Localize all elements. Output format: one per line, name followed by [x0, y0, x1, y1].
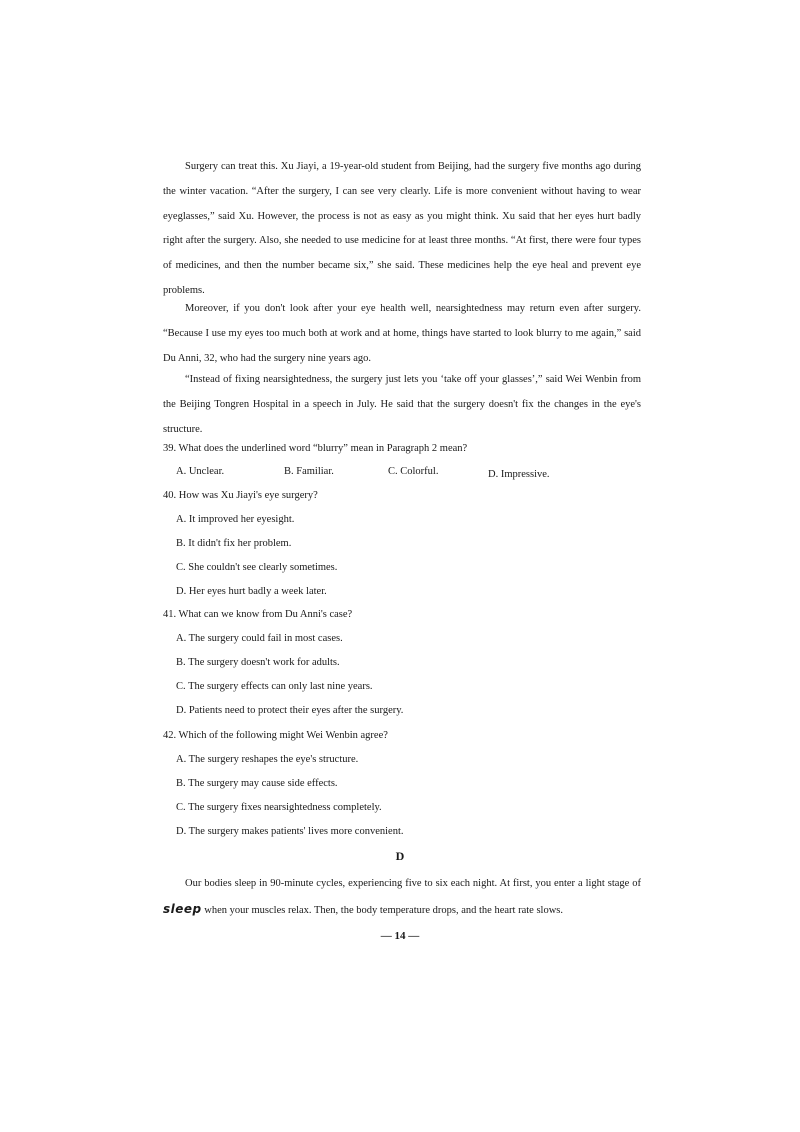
question-40-option-c: C. She couldn't see clearly sometimes. — [176, 562, 338, 573]
question-40-stem: 40. How was Xu Jiayi's eye surgery? — [163, 490, 318, 501]
passage-c-paragraph-1 — [163, 155, 641, 304]
question-41-option-b: B. The surgery doesn't work for adults. — [176, 657, 340, 668]
question-40-option-b: B. It didn't fix her problem. — [176, 538, 292, 549]
paragraph-1-text: Surgery can treat this. Xu Jiayi, a 19-year-old student from Beijing, had the surgery five months ago during the winter vacation. “After the surgery, I can see very clearly. Life is more convenient without having to wear eyeglasses,” said Xu. However, the process is not as easy as you might think. Xu said that her eyes hurt badly right after the surgery. Also, she needed to use medicine for at least three months. “At first, there were four types of medicines, and then the number became six,” she said. These medicines help the eye heal and prevent eye problems. — [163, 161, 641, 296]
question-42-option-a: A. The surgery reshapes the eye's structure. — [176, 754, 359, 765]
passage-c-paragraph-2 — [163, 297, 641, 371]
question-39-option-c: C. Colorful. — [388, 466, 439, 477]
passage-d-lead: Our bodies sleep in 90-minute cycles, experiencing five to six each night. At first, you enter a light stage of — [185, 878, 641, 889]
question-39-option-b: B. Familiar. — [284, 466, 334, 477]
question-39-stem: 39. What does the underlined word “blurry” mean in Paragraph 2 mean? — [163, 443, 468, 454]
passage-c-paragraph-3 — [163, 368, 641, 442]
passage-d-rest: when your muscles relax. Then, the body temperature drops, and the heart rate slows. — [204, 904, 563, 916]
paragraph-2-text: Moreover, if you don't look after your eye health well, nearsightedness may return even after surgery. “Because I use my eyes too much both at work and at home, things have started to look blurry to me again,” said Du Anni, 32, who had the surgery nine years ago. — [163, 303, 641, 364]
question-41-stem: 41. What can we know from Du Anni's case? — [163, 609, 353, 620]
question-40-option-a: A. It improved her eyesight. — [176, 514, 295, 525]
question-42-option-d: D. The surgery makes patients' lives more convenient. — [176, 826, 404, 837]
question-40-option-d: D. Her eyes hurt badly a week later. — [176, 586, 327, 597]
question-42-option-b: B. The surgery may cause side effects. — [176, 778, 338, 789]
question-39-option-d: D. Impressive. — [488, 469, 550, 480]
section-d-title: D — [395, 849, 405, 863]
question-41-option-c: C. The surgery effects can only last nine years. — [176, 681, 373, 692]
passage-d-paragraph-1 — [163, 872, 641, 924]
question-39-option-a: A. Unclear. — [176, 466, 225, 477]
question-42-option-c: C. The surgery fixes nearsightedness completely. — [176, 802, 382, 813]
question-42-stem: 42. Which of the following might Wei Wenbin agree? — [163, 730, 388, 741]
paragraph-3-text: “Instead of fixing nearsightedness, the surgery just lets you ‘take off your glasses’,” said Wei Wenbin from the Beijing Tongren Hospital in a speech in July. He said that the surgery doesn't fix the changes in the eye's structure. — [163, 374, 641, 435]
question-41-option-d: D. Patients need to protect their eyes after the surgery. — [176, 705, 404, 716]
sleep-emphasis-word: sleep — [163, 901, 202, 916]
page-number: — 14 — — [380, 930, 420, 942]
question-41-option-a: A. The surgery could fail in most cases. — [176, 633, 343, 644]
